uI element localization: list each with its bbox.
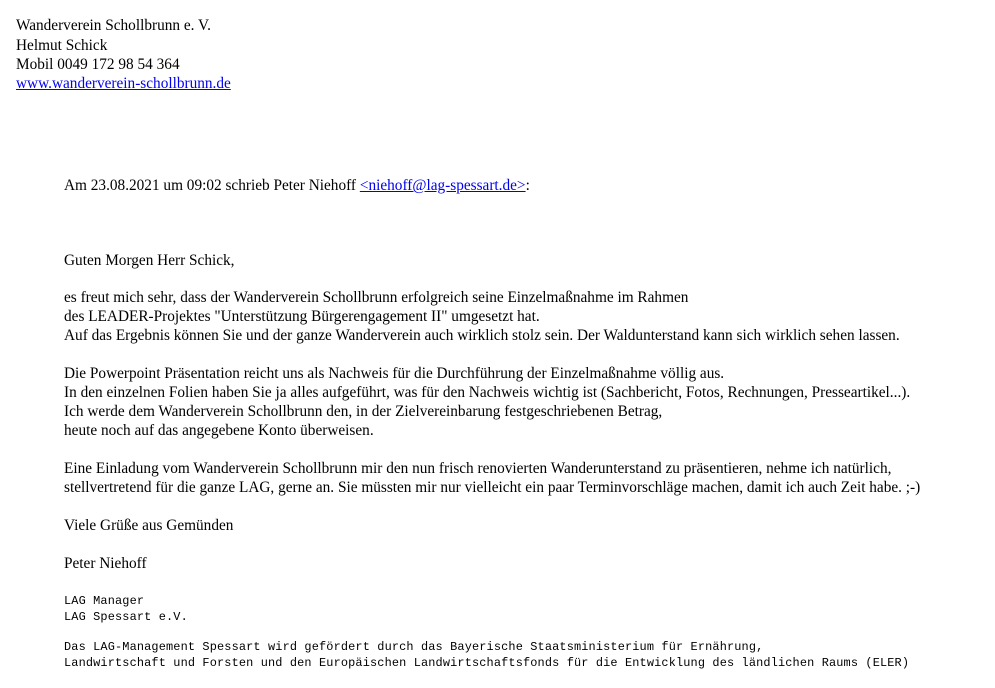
paragraph1-line: es freut mich sehr, dass der Wanderverein Schollbrunn erfolgreich seine Einzelmaßnahme im Rahmen	[64, 289, 689, 306]
signature-mobile: Mobil 0049 172 98 54 364	[16, 56, 180, 73]
footer-funding-line: Landwirtschaft und Forsten und den Europäischen Landwirtschaftsfonds für die Entwicklung des ländlichen Raums (ELER)	[64, 656, 910, 670]
paragraph3-line: Eine Einladung vom Wanderverein Schollbrunn mir den nun frisch renovierten Wanderunterstand zu präsentieren, nehme ich natürlich,	[64, 460, 892, 477]
footer-funding-line: Das LAG-Management Spessart wird gefördert durch das Bayerische Staatsministerium für Ernährung,	[64, 640, 764, 654]
quote-header-prefix: Am 23.08.2021 um 09:02 schrieb Peter Niehoff	[64, 177, 360, 194]
paragraph2-line: Ich werde dem Wanderverein Schollbrunn den, in der Zielvereinbarung festgeschriebenen Betrag,	[64, 403, 663, 420]
closing: Viele Grüße aus Gemünden	[64, 517, 234, 534]
greeting: Guten Morgen Herr Schick,	[64, 252, 235, 269]
signature-organization: Wanderverein Schollbrunn e. V.	[16, 17, 211, 34]
paragraph2-line: In den einzelnen Folien haben Sie ja alles aufgeführt, was für den Nachweis wichtig ist (Sachbericht, Fotos, Rechnungen, Presseartikel...).	[64, 384, 911, 401]
sender-email-link[interactable]: <niehoff@lag-spessart.de>	[359, 177, 526, 194]
paragraph3-line: stellvertretend für die ganze LAG, gerne an. Sie müssten mir nur vielleicht ein paar Terminvorschläge machen, damit ich auch Zeit habe. ;-)	[64, 479, 921, 496]
signature-name: Helmut Schick	[16, 37, 108, 54]
paragraph2-line: Die Powerpoint Präsentation reicht uns als Nachweis für die Durchführung der Einzelmaßnahme völlig aus.	[64, 365, 725, 382]
paragraph1-line: des LEADER-Projektes "Unterstützung Bürgerengagement II" umgesetzt hat.	[64, 308, 540, 325]
quote-header-suffix: :	[525, 177, 530, 194]
footer-role: LAG Manager	[64, 594, 145, 608]
footer-org: LAG Spessart e.V.	[64, 610, 188, 624]
quote-header	[64, 176, 530, 195]
sender-name: Peter Niehoff	[64, 555, 147, 572]
paragraph2-line: heute noch auf das angegebene Konto überweisen.	[64, 422, 374, 439]
signature-website-link[interactable]: www.wanderverein-schollbrunn.de	[16, 75, 231, 92]
paragraph1-line: Auf das Ergebnis können Sie und der ganze Wanderverein auch wirklich stolz sein. Der Waldunterstand kann sich wirklich sehen lassen.	[64, 327, 900, 344]
